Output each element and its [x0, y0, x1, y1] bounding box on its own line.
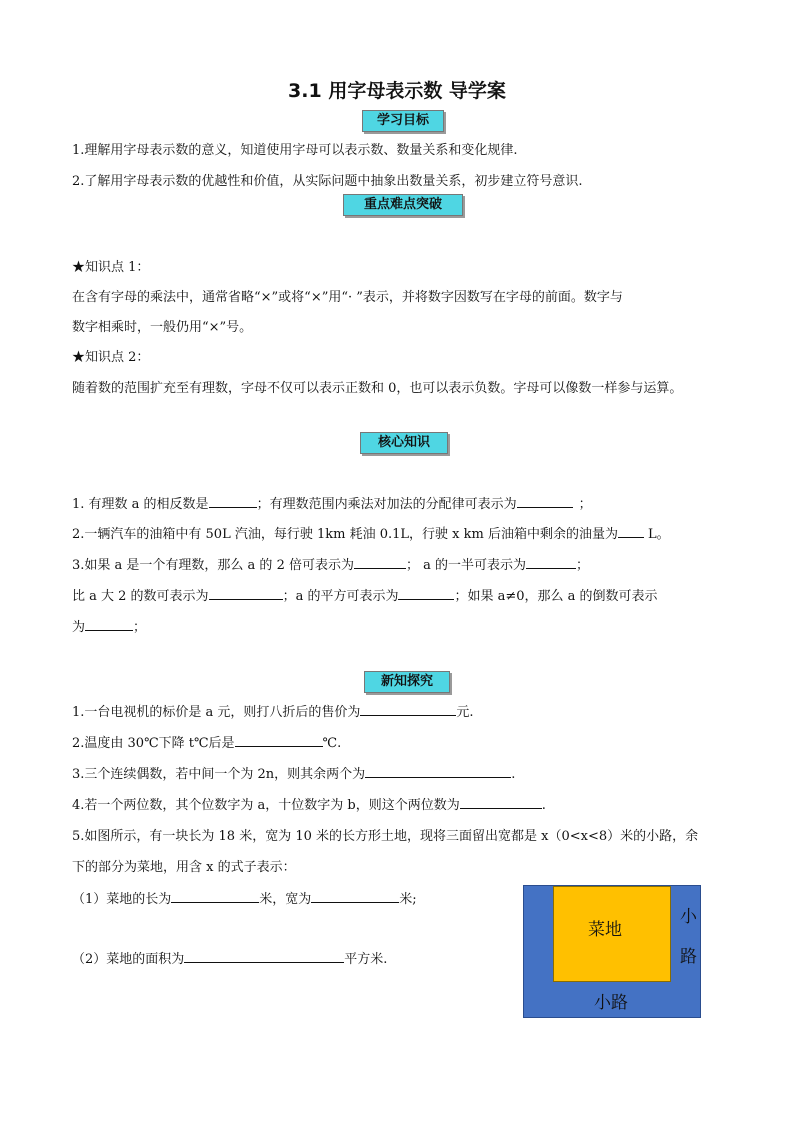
answer-blank[interactable]	[526, 554, 576, 569]
kp1-line1: 在含有字母的乘法中，通常省略“×”或将“×”用“· ”表示，并将数字因数写在字母的前面。数字与	[72, 290, 623, 305]
explore-q3	[72, 763, 515, 782]
core-q2-text-a: 2.一辆汽车的油箱中有 50L 汽油，每行驶 1km 耗油 0.1L，行驶 x km 后油箱中剩余的油量为	[72, 527, 618, 542]
core-q3-text-e: ；a 的平方可表示为	[282, 589, 399, 604]
answer-blank[interactable]	[171, 888, 259, 903]
explore-q2	[72, 732, 341, 751]
answer-blank[interactable]	[354, 554, 406, 569]
core-q1-text-a: 1. 有理数 a 的相反数是	[72, 497, 209, 512]
core-q3-text-d: 比 a 大 2 的数可表示为	[72, 589, 209, 604]
explore-q4-text-b: .	[541, 798, 546, 813]
explore-q3-text-b: .	[511, 767, 516, 782]
explore-q5-line1: 5.如图所示，有一块长为 18 米，宽为 10 米的长方形土地，现将三面留出宽都是 x（0<x<8）米的小路，余	[72, 829, 699, 844]
core-q3-text-h: ；	[133, 620, 147, 635]
answer-blank[interactable]	[618, 523, 644, 538]
explore-sub2-text-a: （2）菜地的面积为	[72, 952, 185, 967]
kp2-line1: 随着数的范围扩充至有理数，字母不仅可以表示正数和 0，也可以表示负数。字母可以像数一样参与运算。	[72, 381, 683, 396]
core-q3-cont	[72, 585, 658, 604]
objective-1: 1.理解用字母表示数的意义，知道使用字母可以表示数、数量关系和变化规律.	[72, 143, 518, 158]
explore-q5-sub1	[72, 888, 417, 907]
core-q3-text-f: ；如果 a≠0，那么 a 的倒数可表示	[454, 589, 658, 604]
explore-sub1-text-a: （1）菜地的长为	[72, 892, 172, 907]
answer-blank[interactable]	[398, 585, 454, 600]
explore-q2-text-b: ℃.	[322, 736, 342, 751]
core-q3-text-g: 为	[72, 620, 86, 635]
core-q3-text-a: 3.如果 a 是一个有理数，那么 a 的 2 倍可表示为	[72, 558, 354, 573]
explore-q1	[72, 701, 474, 720]
answer-blank[interactable]	[311, 888, 399, 903]
explore-sub1-text-c: 米;	[399, 892, 417, 907]
path-label-right-2: 路	[680, 947, 697, 967]
explore-q2-text-a: 2.温度由 30℃下降 t℃后是	[72, 736, 235, 751]
answer-blank[interactable]	[517, 493, 573, 508]
answer-blank[interactable]	[365, 763, 511, 778]
section-badge-key-points: 重点难点突破	[343, 194, 463, 216]
core-q1-text-b: ；有理数范围内乘法对加法的分配律可表示为	[256, 497, 517, 512]
answer-blank[interactable]	[85, 616, 133, 631]
answer-blank[interactable]	[360, 701, 456, 716]
path-label-right-1: 小	[680, 907, 697, 927]
path-label-bottom: 小路	[594, 993, 628, 1013]
explore-q1-text-a: 1.一台电视机的标价是 a 元，则打八折后的售价为	[72, 705, 361, 720]
kp1-heading: ★知识点 1：	[72, 260, 150, 275]
core-q3-end	[72, 616, 146, 635]
kp1-line2: 数字相乘时，一般仍用“×”号。	[72, 320, 253, 335]
vegetable-garden-area	[553, 886, 671, 982]
core-q3-text-b: ； a 的一半可表示为	[405, 558, 526, 573]
answer-blank[interactable]	[209, 585, 283, 600]
answer-blank[interactable]	[460, 794, 542, 809]
core-q3-text-c: ；	[576, 558, 590, 573]
answer-blank[interactable]	[235, 732, 323, 747]
section-badge-objectives: 学习目标	[362, 110, 444, 132]
section-badge-explore: 新知探究	[364, 671, 450, 693]
garden-label: 菜地	[588, 920, 622, 940]
explore-q3-text-a: 3.三个连续偶数，若中间一个为 2n，则其余两个为	[72, 767, 366, 782]
answer-blank[interactable]	[209, 493, 257, 508]
page-title: 3.1 用字母表示数 导学案	[288, 80, 506, 102]
explore-q1-text-b: 元.	[456, 705, 474, 720]
core-q2-text-b: L。	[647, 527, 670, 542]
explore-q5-line2: 下的部分为菜地，用含 x 的式子表示：	[72, 860, 296, 875]
objective-2: 2.了解用字母表示数的优越性和价值，从实际问题中抽象出数量关系，初步建立符号意识.	[72, 174, 583, 189]
core-q1-text-c: ；	[578, 497, 592, 512]
explore-q4	[72, 794, 546, 813]
land-diagram	[523, 885, 701, 1018]
explore-q5-sub2	[72, 948, 387, 967]
answer-blank[interactable]	[184, 948, 344, 963]
core-q1	[72, 493, 592, 512]
explore-sub2-text-b: 平方米.	[344, 952, 388, 967]
section-badge-core: 核心知识	[360, 432, 448, 454]
kp2-heading: ★知识点 2：	[72, 350, 150, 365]
core-q3	[72, 554, 589, 573]
core-q2	[72, 523, 670, 542]
explore-q4-text-a: 4.若一个两位数，其个位数字为 a，十位数字为 b，则这个两位数为	[72, 798, 460, 813]
explore-sub1-text-b: 米，宽为	[259, 892, 312, 907]
